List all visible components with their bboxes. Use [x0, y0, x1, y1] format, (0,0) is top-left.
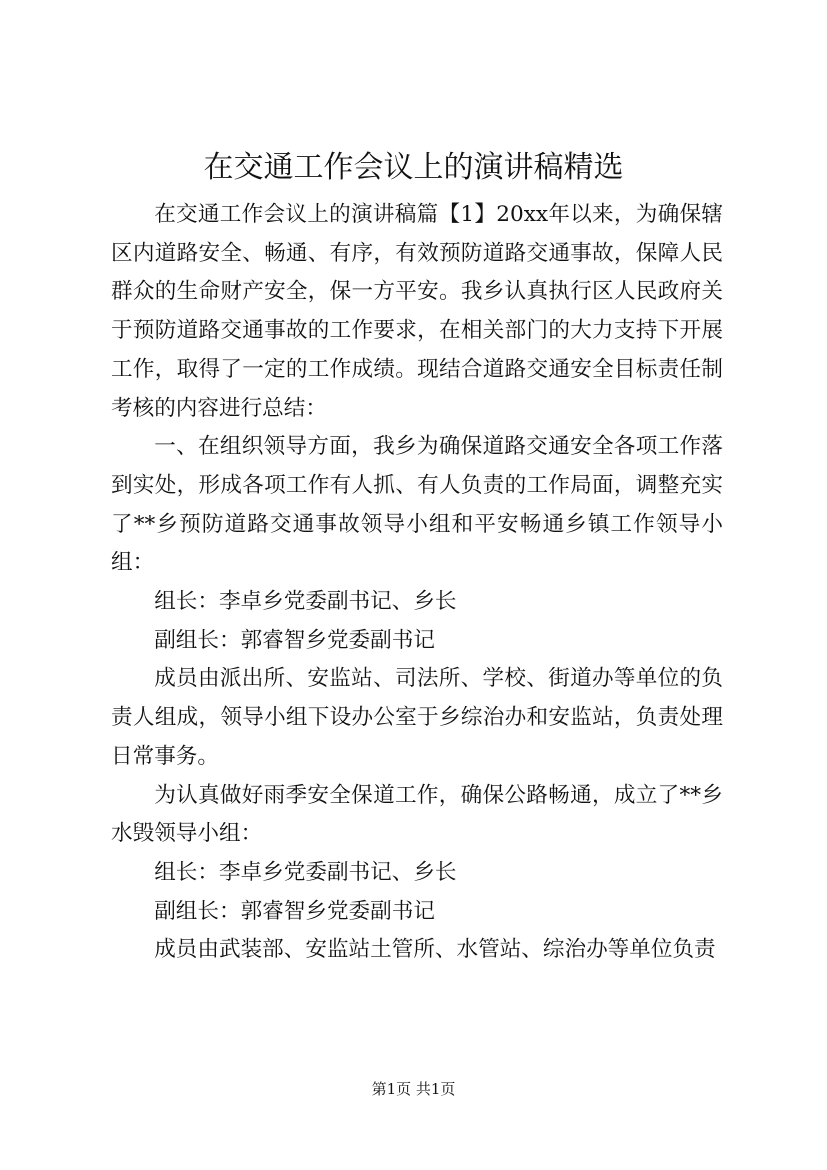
paragraph: 副组长：郭睿智乡党委副书记: [154, 627, 435, 653]
page-footer: 第1页 共1页: [371, 1080, 456, 1098]
document-body: [111, 196, 723, 970]
paragraph: 成员由武装部、安监站土管所、水管站、综治办等单位负责: [154, 937, 716, 963]
paragraph: 在交通工作会议上的演讲稿篇【1】20xx年以来，为确保辖区内道路安全、畅通、有序，有效预防道路交通事故，保障人民群众的生命财产安全，保一方平安。我乡认真执行区人民政府关于预防道路交通事故的工作要求，在相关部门的大力支持下开展工作，取得了一定的工作成绩。现结合道路交通安全目标责任制考核的内容进行总结：: [111, 202, 723, 421]
paragraph: 副组长：郭睿智乡党委副书记: [154, 898, 435, 924]
paragraph: 组长：李卓乡党委副书记、乡长: [154, 589, 457, 615]
paragraph: 组长：李卓乡党委副书记、乡长: [154, 859, 457, 885]
paragraph: 一、在组织领导方面，我乡为确保道路交通安全各项工作落到实处，形成各项工作有人抓、有人负责的工作局面，调整充实了**乡预防道路交通事故领导小组和平安畅通乡镇工作领导小组：: [111, 434, 723, 576]
document-title: 在交通工作会议上的演讲稿精选: [203, 150, 624, 185]
paragraph: 为认真做好雨季安全保道工作，确保公路畅通，成立了**乡水毁领导小组：: [111, 782, 723, 847]
paragraph: 成员由派出所、安监站、司法所、学校、街道办等单位的负责人组成，领导小组下设办公室于乡综治办和安监站，负责处理日常事务。: [111, 666, 723, 769]
